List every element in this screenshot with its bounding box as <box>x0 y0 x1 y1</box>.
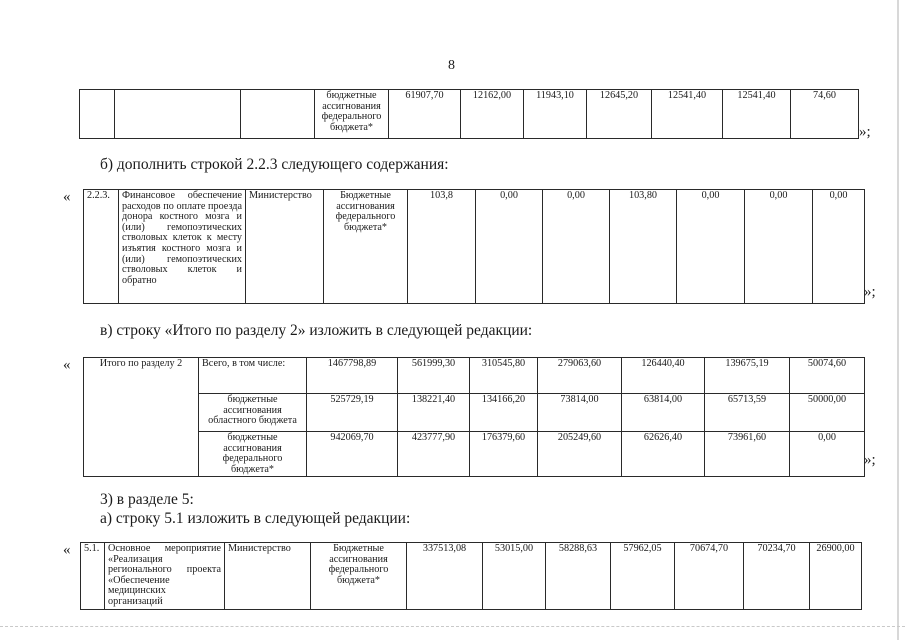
funding-source-cell: бюджетные ассигнования областного бюджета <box>199 394 307 432</box>
empty-cell <box>80 90 115 139</box>
table-total-section-2 <box>83 357 865 477</box>
opening-quote: « <box>63 542 71 558</box>
funding-source-cell: Бюджетные ассигнования федерального бюджета* <box>311 543 407 610</box>
empty-cell <box>241 90 315 139</box>
value-cell: 70234,70 <box>744 543 810 610</box>
value-cell: 139675,19 <box>705 358 790 394</box>
value-cell: 138221,40 <box>398 394 470 432</box>
value-cell: 0,00 <box>476 190 543 304</box>
value-cell: 0,00 <box>813 190 865 304</box>
value-cell: 176379,60 <box>470 432 538 477</box>
paragraph-v: в) строку «Итого по разделу 2» изложить в следующей редакции: <box>100 322 533 339</box>
value-cell: 73814,00 <box>538 394 622 432</box>
section-total-label: Итого по разделу 2 <box>84 358 199 477</box>
opening-quote: « <box>63 189 71 205</box>
value-cell: 62626,40 <box>622 432 705 477</box>
table-row-5-1 <box>80 542 862 610</box>
table-row <box>80 90 859 139</box>
row-name-cell: Финансовое обеспечение расходов по оплате проезда донора костного мозга и (или) гемопоэтических стволовых клеток к месту изъятия костного мозга и (или) гемопоэтических стволовых клеток и обратно <box>119 190 246 304</box>
value-cell: 279063,60 <box>538 358 622 394</box>
value-cell: 337513,08 <box>407 543 483 610</box>
value-cell: 126440,40 <box>622 358 705 394</box>
closing-quote: »; <box>864 284 876 300</box>
value-cell: 65713,59 <box>705 394 790 432</box>
value-cell: 103,8 <box>408 190 476 304</box>
closing-quote: »; <box>859 124 871 140</box>
row-name-cell: Основное мероприятие «Реализация регионального проекта «Обеспечение медицинских организаций <box>105 543 225 610</box>
value-cell: 50000,00 <box>790 394 865 432</box>
value-cell: 12541,40 <box>723 90 791 139</box>
value-cell: 134166,20 <box>470 394 538 432</box>
row-number-cell: 5.1. <box>81 543 105 610</box>
table-continuation <box>79 89 859 139</box>
empty-cell <box>115 90 241 139</box>
value-cell: 310545,80 <box>470 358 538 394</box>
value-cell: 561999,30 <box>398 358 470 394</box>
value-cell: 12645,20 <box>587 90 652 139</box>
paragraph-section-5: 3) в разделе 5: <box>100 491 194 508</box>
table-row <box>84 432 865 477</box>
value-cell: 57962,05 <box>611 543 675 610</box>
value-cell: 103,80 <box>610 190 677 304</box>
value-cell: 11943,10 <box>524 90 587 139</box>
opening-quote: « <box>63 357 71 373</box>
table-row <box>84 190 865 304</box>
page-number: 8 <box>448 58 455 73</box>
value-cell: 74,60 <box>791 90 859 139</box>
executor-cell: Министерство <box>246 190 324 304</box>
value-cell: 61907,70 <box>389 90 461 139</box>
value-cell: 205249,60 <box>538 432 622 477</box>
value-cell: 26900,00 <box>810 543 862 610</box>
funding-source-cell: бюджетные ассигнования федерального бюджета* <box>315 90 389 139</box>
table-row <box>81 543 862 610</box>
scan-bottom-line <box>0 626 905 627</box>
value-cell: 73961,60 <box>705 432 790 477</box>
value-cell: 423777,90 <box>398 432 470 477</box>
value-cell: 942069,70 <box>307 432 398 477</box>
executor-cell: Министерство <box>225 543 311 610</box>
value-cell: 58288,63 <box>546 543 611 610</box>
table-row <box>84 358 865 394</box>
value-cell: 0,00 <box>790 432 865 477</box>
funding-source-cell: Всего, в том числе: <box>199 358 307 394</box>
funding-source-cell: Бюджетные ассигнования федерального бюджета* <box>324 190 408 304</box>
value-cell: 12162,00 <box>461 90 524 139</box>
value-cell: 63814,00 <box>622 394 705 432</box>
closing-quote: »; <box>864 452 876 468</box>
row-number-cell: 2.2.3. <box>84 190 119 304</box>
value-cell: 525729,19 <box>307 394 398 432</box>
value-cell: 12541,40 <box>652 90 723 139</box>
value-cell: 1467798,89 <box>307 358 398 394</box>
table-row <box>84 394 865 432</box>
value-cell: 53015,00 <box>483 543 546 610</box>
value-cell: 50074,60 <box>790 358 865 394</box>
paragraph-b: б) дополнить строкой 2.2.3 следующего содержания: <box>100 156 449 173</box>
value-cell: 70674,70 <box>675 543 744 610</box>
paragraph-a: а) строку 5.1 изложить в следующей редакции: <box>100 510 411 527</box>
value-cell: 0,00 <box>745 190 813 304</box>
value-cell: 0,00 <box>543 190 610 304</box>
table-row-2-2-3 <box>83 189 865 304</box>
value-cell: 0,00 <box>677 190 745 304</box>
funding-source-cell: бюджетные ассигнования федерального бюджета* <box>199 432 307 477</box>
page-edge <box>897 0 899 640</box>
